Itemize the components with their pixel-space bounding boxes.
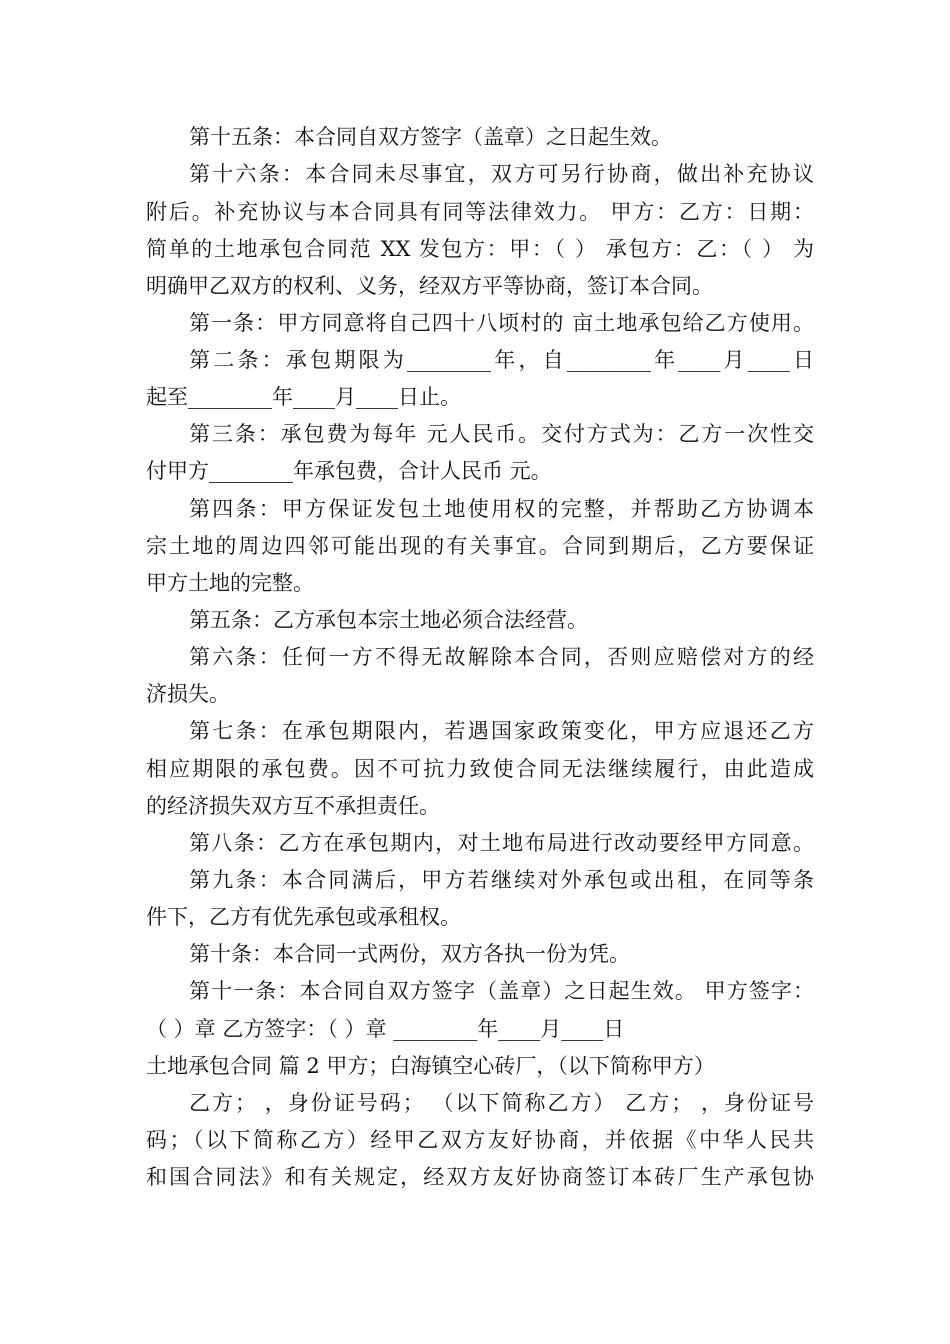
text-line: 甲方土地的完整。: [146, 571, 314, 595]
text-line: 第三条：承包费为每年 元人民币。交付方式为：乙方一次性交: [189, 422, 814, 446]
text-line: （ ）章 乙方签字：（ ）章 ________年____月____日: [146, 1017, 625, 1041]
text-line: 第一条：甲方同意将自己四十八顷村的 亩土地承包给乙方使用。: [189, 311, 814, 335]
text-line: 第十一条：本合同自双方签字（盖章）之日起生效。 甲方签字：: [189, 979, 814, 1003]
text-line: 第二条：承包期限为________年，自________年____月____日: [189, 348, 814, 372]
text-line: 第六条：任何一方不得无故解除本合同，否则应赔偿对方的经: [189, 645, 814, 669]
text-line: 第五条：乙方承包本宗土地必须合法经营。: [189, 608, 588, 632]
text-line: 宗土地的周边四邻可能出现的有关事宜。合同到期后，乙方要保证: [146, 534, 814, 558]
text-line: 第十条：本合同一式两份，双方各执一份为凭。: [189, 942, 630, 966]
text-line: 明确甲乙双方的权利、义务，经双方平等协商，签订本合同。: [146, 274, 713, 298]
text-line: 附后。补充协议与本合同具有同等法律效力。 甲方：乙方：日期：: [146, 200, 814, 224]
text-line: 起至________年____月____日止。: [146, 385, 461, 409]
text-line: 第九条：本合同满后，甲方若继续对外承包或出租，在同等条: [189, 868, 814, 892]
text-line: 乙方； ，身份证号码； （以下简称乙方） 乙方； ，身份证号: [189, 1091, 814, 1115]
text-line: 济损失。: [146, 682, 230, 706]
text-line: 第四条：甲方保证发包土地使用权的完整，并帮助乙方协调本: [189, 497, 814, 521]
text-line: 第十五条：本合同自双方签字（盖章）之日起生效。: [189, 125, 672, 149]
text-line: 简单的土地承包合同范 XX 发包方：甲：（ ） 承包方：乙：（ ） 为: [146, 237, 814, 261]
text-line: 付甲方________年承包费，合计人民币 元。: [146, 459, 552, 483]
text-line: 第十六条：本合同未尽事宜，双方可另行协商，做出补充协议: [189, 162, 814, 186]
text-line: 码；（以下简称乙方）经甲乙双方友好协商，并依据《中华人民共: [146, 1128, 814, 1152]
text-line: 第七条：在承包期限内，若遇国家政策变化，甲方应退还乙方: [189, 719, 814, 743]
text-line: 相应期限的承包费。因不可抗力致使合同无法继续履行，由此造成: [146, 757, 814, 781]
text-line: 土地承包合同 篇 2 甲方；白海镇空心砖厂，（以下简称甲方）: [146, 1054, 715, 1078]
text-line: 第八条：乙方在承包期内，对土地布局进行改动要经甲方同意。: [189, 831, 814, 855]
text-line: 的经济损失双方互不承担责任。: [146, 794, 440, 818]
text-line: 和国合同法》和有关规定，经双方友好协商签订本砖厂生产承包协: [146, 1165, 814, 1189]
text-line: 件下，乙方有优先承包或承租权。: [146, 905, 461, 929]
